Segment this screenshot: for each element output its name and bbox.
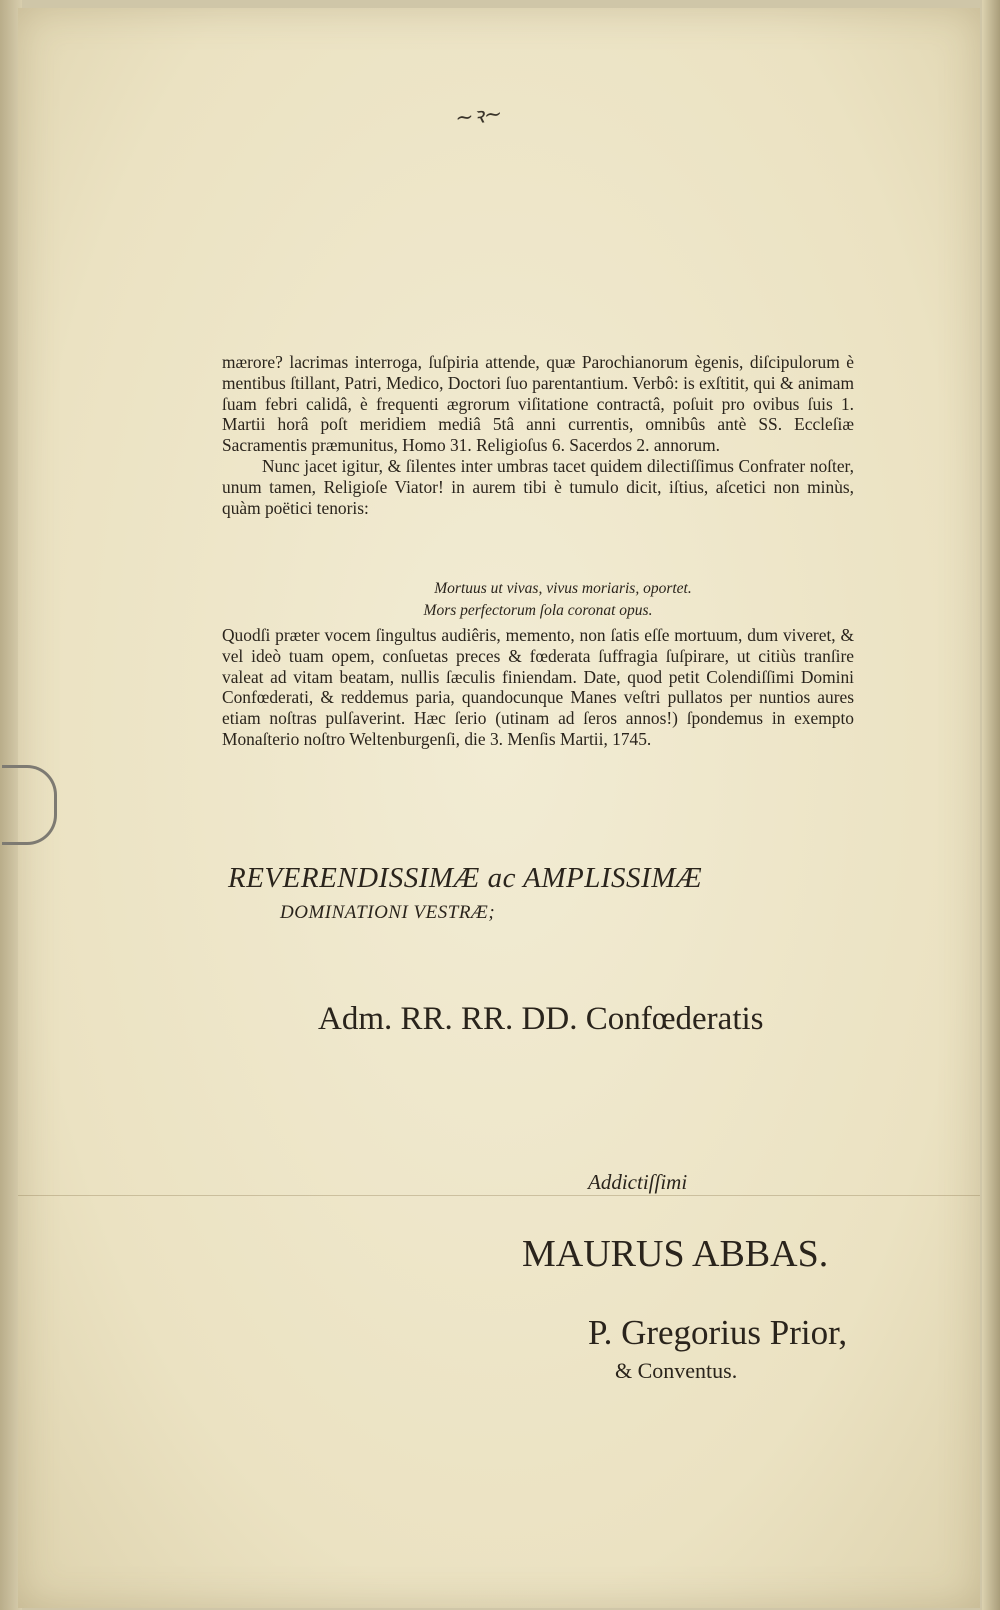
paragraph-2: Nunc jacet igitur, & ſilentes inter umbras tacet quidem dilectiſſimus Confrater noſter, unum tamen, Religioſe Viator! in aurem tibi è tumulo dicit, iſtius, aſcetici non minùs, quàm poëtici tenoris: bbox=[222, 455, 854, 518]
signatory-prior: P. Gregorius Prior, bbox=[588, 1313, 848, 1352]
paper-clip bbox=[2, 765, 57, 845]
addictissimi-line: Addictiſſimi bbox=[588, 1170, 688, 1194]
paragraph-1: mærore? lacrimas interroga, ſuſpiria attende, quæ Parochianorum ègenis, diſcipulorum è mentibus ſtillant, Patri, Medico, Doctori ſuo parentantium. Verbô: is exſtitit, qui & animam ſuam febri calidâ, è frequenti ægrorum viſitatione contractâ, poſuit pro ovibus ſuis 1. Martii horâ poſt meridiem mediâ 5tâ anni currentis, omnibûs antè SS. Eccleſiæ Sacramentis præmunitus, Homo 31. Religioſus 6. Sacerdos 2. annorum. bbox=[222, 352, 854, 456]
signatory-conventus: & Conventus. bbox=[615, 1358, 738, 1383]
salutation-line-2: DOMINATIONI VESTRÆ; bbox=[280, 902, 496, 923]
body-text bbox=[222, 352, 854, 518]
salutation-line-1: REVERENDISSIMÆ ac AMPLISSIMÆ bbox=[228, 862, 703, 894]
page-fold-line bbox=[18, 1195, 980, 1196]
confederatis-line: Adm. RR. RR. DD. Confœderatis bbox=[318, 1001, 764, 1037]
paragraph-3: Quodſi præter vocem ſingultus audiêris, memento, non ſatis eſſe mortuum, dum viveret, & vel ideò tuam opem, conſuetas preces & fœderata ſuffragia ſuſpirare, ut citiùs tranſire valeat ad vitam beatam, nullis ſæculis finiendam. Date, quod petit Colendiſſimi Domini Confœderati, & reddemus paria, quandocunque Manes veſtri pullatos per nuntios aures etiam noſtras pulſaverint. Hæc ſerio (utinam ad ſeros annos!) ſpondemus in exempto Monaſterio noſtro Weltenburgenſi, die 3. Menſis Martii, 1745. bbox=[222, 625, 854, 749]
handwritten-mark: ~ꝛ~ bbox=[453, 101, 504, 132]
document-page bbox=[18, 8, 980, 1608]
right-page-edge bbox=[982, 0, 1000, 1610]
signatory-abbas: MAURUS ABBAS. bbox=[522, 1233, 829, 1275]
verse-line-1: Mortuus ut vivas, vivus moriaris, oportet. bbox=[434, 580, 692, 597]
verse-line-2: Mors perfectorum ſola coronat opus. bbox=[423, 602, 653, 619]
